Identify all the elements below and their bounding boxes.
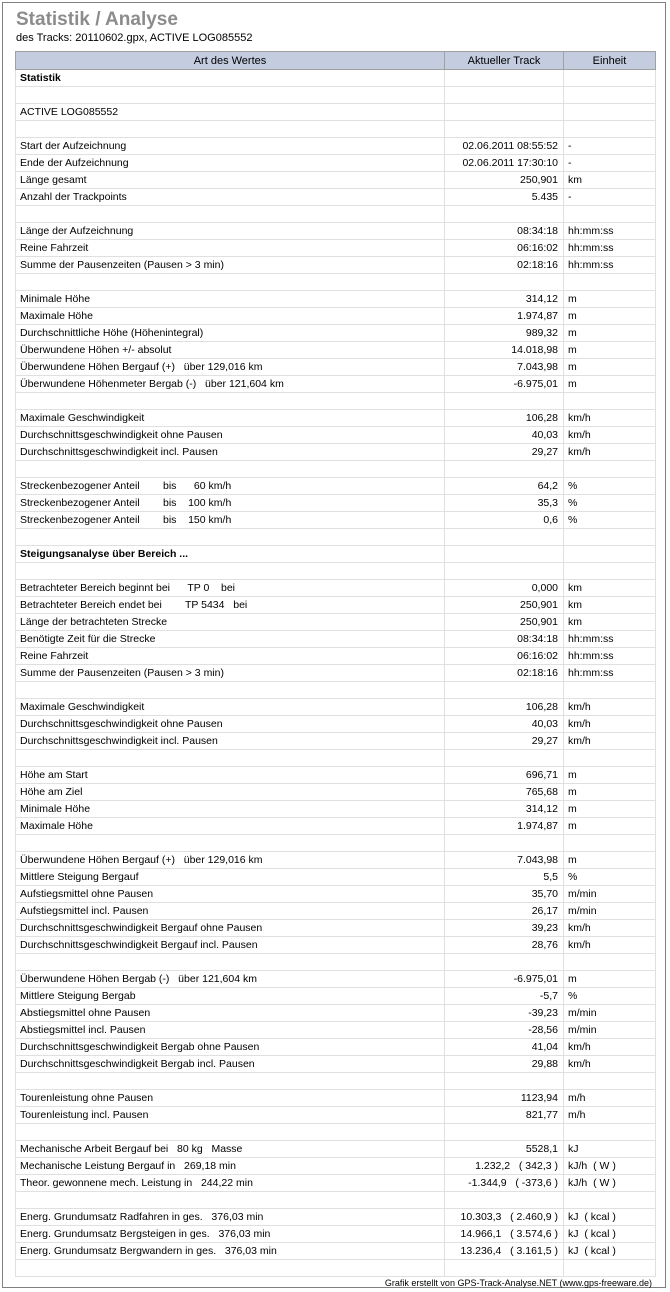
row-unit: m/min xyxy=(564,1005,656,1022)
row-label xyxy=(16,835,445,852)
row-value: 821,77 xyxy=(445,1107,564,1124)
table-row xyxy=(16,631,656,648)
table-row xyxy=(16,580,656,597)
row-value: 696,71 xyxy=(445,767,564,784)
table-row xyxy=(16,1226,656,1243)
table-row xyxy=(16,172,656,189)
table-row xyxy=(16,801,656,818)
row-value xyxy=(445,546,564,563)
table-row xyxy=(16,138,656,155)
table-row xyxy=(16,971,656,988)
table-row xyxy=(16,427,656,444)
row-value: 250,901 xyxy=(445,614,564,631)
row-value xyxy=(445,682,564,699)
row-label xyxy=(16,529,445,546)
row-value: 64,2 xyxy=(445,478,564,495)
table-row xyxy=(16,70,656,87)
row-unit: km/h xyxy=(564,410,656,427)
table-row xyxy=(16,563,656,580)
row-label: Durchschnittsgeschwindigkeit Bergauf incl. Pausen xyxy=(16,937,445,954)
row-label: Benötigte Zeit für die Strecke xyxy=(16,631,445,648)
row-unit xyxy=(564,87,656,104)
row-value: 1.974,87 xyxy=(445,818,564,835)
row-value: 08:34:18 xyxy=(445,631,564,648)
table-row xyxy=(16,1022,656,1039)
row-label: Anzahl der Trackpoints xyxy=(16,189,445,206)
row-value: 02.06.2011 08:55:52 xyxy=(445,138,564,155)
row-label xyxy=(16,1192,445,1209)
row-unit: m/h xyxy=(564,1107,656,1124)
row-unit: m xyxy=(564,376,656,393)
row-label xyxy=(16,461,445,478)
table-row xyxy=(16,291,656,308)
row-label: Aufstiegsmittel ohne Pausen xyxy=(16,886,445,903)
row-unit: m xyxy=(564,971,656,988)
row-unit: km/h xyxy=(564,444,656,461)
table-row xyxy=(16,869,656,886)
row-unit: kJ ( kcal ) xyxy=(564,1243,656,1260)
table-row xyxy=(16,1107,656,1124)
row-unit xyxy=(564,835,656,852)
row-unit xyxy=(564,121,656,138)
row-unit xyxy=(564,1073,656,1090)
row-label: Durchschnittsgeschwindigkeit incl. Pausen xyxy=(16,733,445,750)
row-unit: km xyxy=(564,172,656,189)
row-unit: % xyxy=(564,869,656,886)
row-label: ACTIVE LOG085552 xyxy=(16,104,445,121)
row-unit: kJ/h ( W ) xyxy=(564,1175,656,1192)
row-label: Durchschnittsgeschwindigkeit ohne Pausen xyxy=(16,427,445,444)
row-value: 250,901 xyxy=(445,597,564,614)
row-value: 06:16:02 xyxy=(445,648,564,665)
row-unit xyxy=(564,682,656,699)
row-unit: m xyxy=(564,784,656,801)
row-unit: km/h xyxy=(564,733,656,750)
row-unit xyxy=(564,954,656,971)
row-unit xyxy=(564,563,656,580)
row-label: Aufstiegsmittel incl. Pausen xyxy=(16,903,445,920)
row-unit: % xyxy=(564,478,656,495)
row-label xyxy=(16,1124,445,1141)
table-row xyxy=(16,1056,656,1073)
table-row xyxy=(16,478,656,495)
row-unit: kJ ( kcal ) xyxy=(564,1209,656,1226)
row-label: Summe der Pausenzeiten (Pausen > 3 min) xyxy=(16,257,445,274)
row-unit: m/h xyxy=(564,1090,656,1107)
row-label: Überwundene Höhen Bergauf (+) über 129,016 km xyxy=(16,359,445,376)
row-unit: % xyxy=(564,512,656,529)
table-row xyxy=(16,359,656,376)
table-row xyxy=(16,104,656,121)
row-value xyxy=(445,529,564,546)
row-label: Maximale Geschwindigkeit xyxy=(16,699,445,716)
row-value: 29,27 xyxy=(445,444,564,461)
row-unit xyxy=(564,461,656,478)
row-unit: - xyxy=(564,189,656,206)
table-row xyxy=(16,1209,656,1226)
row-label: Maximale Höhe xyxy=(16,818,445,835)
row-unit: km xyxy=(564,614,656,631)
row-value: 106,28 xyxy=(445,699,564,716)
row-unit: hh:mm:ss xyxy=(564,648,656,665)
row-unit: hh:mm:ss xyxy=(564,631,656,648)
column-header-type: Art des Wertes xyxy=(16,52,445,70)
table-row xyxy=(16,988,656,1005)
row-value: 39,23 xyxy=(445,920,564,937)
row-label: Mechanische Arbeit Bergauf bei 80 kg Masse xyxy=(16,1141,445,1158)
table-row xyxy=(16,461,656,478)
table-header-row xyxy=(16,52,656,70)
row-label: Energ. Grundumsatz Radfahren in ges. 376,03 min xyxy=(16,1209,445,1226)
table-row xyxy=(16,699,656,716)
row-unit: m xyxy=(564,818,656,835)
row-label: Überwundene Höhen Bergab (-) über 121,604 km xyxy=(16,971,445,988)
row-unit: - xyxy=(564,138,656,155)
table-row xyxy=(16,937,656,954)
row-value: 35,3 xyxy=(445,495,564,512)
row-unit: km/h xyxy=(564,699,656,716)
row-label: Überwundene Höhen +/- absolut xyxy=(16,342,445,359)
row-unit xyxy=(564,546,656,563)
table-row xyxy=(16,733,656,750)
row-value xyxy=(445,70,564,87)
row-unit xyxy=(564,529,656,546)
row-unit: hh:mm:ss xyxy=(564,665,656,682)
table-row xyxy=(16,1158,656,1175)
table-row xyxy=(16,954,656,971)
row-unit: kJ/h ( W ) xyxy=(564,1158,656,1175)
row-label: Maximale Höhe xyxy=(16,308,445,325)
table-row xyxy=(16,1175,656,1192)
row-value: 29,88 xyxy=(445,1056,564,1073)
row-value: 314,12 xyxy=(445,801,564,818)
row-label: Minimale Höhe xyxy=(16,291,445,308)
row-label: Ende der Aufzeichnung xyxy=(16,155,445,172)
table-row xyxy=(16,665,656,682)
row-label: Durchschnittliche Höhe (Höhenintegral) xyxy=(16,325,445,342)
row-unit: m xyxy=(564,325,656,342)
row-unit: m/min xyxy=(564,886,656,903)
row-unit: km/h xyxy=(564,716,656,733)
row-unit: % xyxy=(564,988,656,1005)
row-label: Tourenleistung incl. Pausen xyxy=(16,1107,445,1124)
row-label: Tourenleistung ohne Pausen xyxy=(16,1090,445,1107)
row-value: 989,32 xyxy=(445,325,564,342)
row-value: -6.975,01 xyxy=(445,376,564,393)
row-unit: m xyxy=(564,308,656,325)
row-value: -39,23 xyxy=(445,1005,564,1022)
table-row xyxy=(16,155,656,172)
table-row xyxy=(16,648,656,665)
row-value: 06:16:02 xyxy=(445,240,564,257)
row-label: Streckenbezogener Anteil bis 150 km/h xyxy=(16,512,445,529)
row-unit: m xyxy=(564,801,656,818)
row-label: Theor. gewonnene mech. Leistung in 244,22 min xyxy=(16,1175,445,1192)
row-value xyxy=(445,563,564,580)
row-value: 40,03 xyxy=(445,716,564,733)
row-unit: m/min xyxy=(564,1022,656,1039)
row-value: 106,28 xyxy=(445,410,564,427)
row-value xyxy=(445,1073,564,1090)
table-row xyxy=(16,240,656,257)
row-label: Summe der Pausenzeiten (Pausen > 3 min) xyxy=(16,665,445,682)
table-row xyxy=(16,852,656,869)
page-title: Statistik / Analyse xyxy=(16,9,178,30)
table-row xyxy=(16,886,656,903)
table-row xyxy=(16,1243,656,1260)
row-label xyxy=(16,682,445,699)
row-label xyxy=(16,563,445,580)
table-row xyxy=(16,308,656,325)
row-label: Durchschnittsgeschwindigkeit ohne Pausen xyxy=(16,716,445,733)
row-label: Minimale Höhe xyxy=(16,801,445,818)
row-value: 02:18:16 xyxy=(445,257,564,274)
table-row xyxy=(16,257,656,274)
table-row xyxy=(16,274,656,291)
row-value: 08:34:18 xyxy=(445,223,564,240)
row-unit xyxy=(564,393,656,410)
row-unit: km xyxy=(564,597,656,614)
row-value xyxy=(445,954,564,971)
row-unit: kJ xyxy=(564,1141,656,1158)
row-value: 35,70 xyxy=(445,886,564,903)
row-unit: hh:mm:ss xyxy=(564,240,656,257)
row-label: Betrachteter Bereich endet bei TP 5434 bei xyxy=(16,597,445,614)
row-value xyxy=(445,1124,564,1141)
row-label: Energ. Grundumsatz Bergsteigen in ges. 376,03 min xyxy=(16,1226,445,1243)
row-value: 0,000 xyxy=(445,580,564,597)
row-value: 314,12 xyxy=(445,291,564,308)
row-value xyxy=(445,87,564,104)
row-value: 28,76 xyxy=(445,937,564,954)
row-value: 1.232,2 ( 342,3 ) xyxy=(445,1158,564,1175)
row-unit: hh:mm:ss xyxy=(564,223,656,240)
row-label xyxy=(16,206,445,223)
table-row xyxy=(16,206,656,223)
row-value: 7.043,98 xyxy=(445,852,564,869)
row-label: Streckenbezogener Anteil bis 100 km/h xyxy=(16,495,445,512)
row-unit: m xyxy=(564,291,656,308)
table-row xyxy=(16,1073,656,1090)
row-label: Durchschnittsgeschwindigkeit incl. Pausen xyxy=(16,444,445,461)
row-unit: - xyxy=(564,155,656,172)
row-value: -5,7 xyxy=(445,988,564,1005)
row-value: 02:18:16 xyxy=(445,665,564,682)
row-value xyxy=(445,104,564,121)
table-row xyxy=(16,376,656,393)
row-unit: km/h xyxy=(564,427,656,444)
row-unit xyxy=(564,70,656,87)
row-label xyxy=(16,87,445,104)
table-row xyxy=(16,1005,656,1022)
table-row xyxy=(16,818,656,835)
row-value: 26,17 xyxy=(445,903,564,920)
statistics-table xyxy=(15,51,656,1277)
table-row xyxy=(16,1260,656,1277)
table-row xyxy=(16,325,656,342)
row-unit xyxy=(564,750,656,767)
row-label: Statistik xyxy=(16,70,445,87)
row-value xyxy=(445,121,564,138)
page-subtitle: des Tracks: 20110602.gpx, ACTIVE LOG085552 xyxy=(16,32,253,44)
row-label: Abstiegsmittel incl. Pausen xyxy=(16,1022,445,1039)
row-value: -6.975,01 xyxy=(445,971,564,988)
row-unit: m xyxy=(564,342,656,359)
row-unit xyxy=(564,1192,656,1209)
row-value xyxy=(445,274,564,291)
row-value: -1.344,9 ( -373,6 ) xyxy=(445,1175,564,1192)
row-unit xyxy=(564,104,656,121)
row-unit xyxy=(564,1124,656,1141)
row-unit: m xyxy=(564,767,656,784)
column-header-unit: Einheit xyxy=(564,52,656,70)
row-unit: km/h xyxy=(564,937,656,954)
row-value: 10.303,3 ( 2.460,9 ) xyxy=(445,1209,564,1226)
row-value: 7.043,98 xyxy=(445,359,564,376)
table-row xyxy=(16,750,656,767)
table-row xyxy=(16,767,656,784)
row-label xyxy=(16,1260,445,1277)
table-row xyxy=(16,87,656,104)
row-unit: kJ ( kcal ) xyxy=(564,1226,656,1243)
row-value: 5528,1 xyxy=(445,1141,564,1158)
table-row xyxy=(16,614,656,631)
row-unit: km/h xyxy=(564,1056,656,1073)
table-row xyxy=(16,223,656,240)
row-value: 29,27 xyxy=(445,733,564,750)
footer-credit: Grafik erstellt von GPS-Track-Analyse.NET (www.gps-freeware.de) xyxy=(384,1278,652,1288)
table-row xyxy=(16,716,656,733)
table-row xyxy=(16,1124,656,1141)
column-header-current-track: Aktueller Track xyxy=(445,52,564,70)
table-row xyxy=(16,835,656,852)
row-value xyxy=(445,1260,564,1277)
table-row xyxy=(16,920,656,937)
table-row xyxy=(16,682,656,699)
table-row xyxy=(16,1090,656,1107)
row-label: Start der Aufzeichnung xyxy=(16,138,445,155)
row-value: 1123,94 xyxy=(445,1090,564,1107)
table-row xyxy=(16,444,656,461)
row-label: Energ. Grundumsatz Bergwandern in ges. 376,03 min xyxy=(16,1243,445,1260)
row-label xyxy=(16,393,445,410)
row-label: Abstiegsmittel ohne Pausen xyxy=(16,1005,445,1022)
table-row xyxy=(16,393,656,410)
row-value xyxy=(445,206,564,223)
row-value: 250,901 xyxy=(445,172,564,189)
row-label: Höhe am Start xyxy=(16,767,445,784)
row-value: 40,03 xyxy=(445,427,564,444)
row-value: 14.966,1 ( 3.574,6 ) xyxy=(445,1226,564,1243)
table-row xyxy=(16,1141,656,1158)
row-value xyxy=(445,393,564,410)
table-row xyxy=(16,784,656,801)
row-value xyxy=(445,1192,564,1209)
row-label: Mechanische Leistung Bergauf in 269,18 min xyxy=(16,1158,445,1175)
row-unit: m/min xyxy=(564,903,656,920)
row-label: Überwundene Höhen Bergauf (+) über 129,016 km xyxy=(16,852,445,869)
row-label: Durchschnittsgeschwindigkeit Bergab ohne Pausen xyxy=(16,1039,445,1056)
row-unit: km xyxy=(564,580,656,597)
row-label: Betrachteter Bereich beginnt bei TP 0 bei xyxy=(16,580,445,597)
table-row xyxy=(16,189,656,206)
row-label: Steigungsanalyse über Bereich ... xyxy=(16,546,445,563)
row-label: Länge der Aufzeichnung xyxy=(16,223,445,240)
row-value: 13.236,4 ( 3.161,5 ) xyxy=(445,1243,564,1260)
row-label: Überwundene Höhenmeter Bergab (-) über 121,604 km xyxy=(16,376,445,393)
table-row xyxy=(16,495,656,512)
row-value xyxy=(445,835,564,852)
table-row xyxy=(16,512,656,529)
row-value: 1.974,87 xyxy=(445,308,564,325)
table-row xyxy=(16,1192,656,1209)
row-unit xyxy=(564,274,656,291)
row-label: Maximale Geschwindigkeit xyxy=(16,410,445,427)
table-row xyxy=(16,342,656,359)
table-row xyxy=(16,121,656,138)
row-value: 14.018,98 xyxy=(445,342,564,359)
row-value xyxy=(445,461,564,478)
row-value: 41,04 xyxy=(445,1039,564,1056)
table-row xyxy=(16,546,656,563)
row-unit: hh:mm:ss xyxy=(564,257,656,274)
row-unit: km/h xyxy=(564,920,656,937)
row-value: 5,5 xyxy=(445,869,564,886)
row-label xyxy=(16,274,445,291)
row-label: Durchschnittsgeschwindigkeit Bergauf ohne Pausen xyxy=(16,920,445,937)
row-label xyxy=(16,750,445,767)
row-label: Mittlere Steigung Bergauf xyxy=(16,869,445,886)
row-unit: m xyxy=(564,852,656,869)
row-unit: km/h xyxy=(564,1039,656,1056)
table-row xyxy=(16,1039,656,1056)
table-body xyxy=(16,70,656,1277)
row-value: -28,56 xyxy=(445,1022,564,1039)
row-value: 5.435 xyxy=(445,189,564,206)
row-value xyxy=(445,750,564,767)
row-label: Höhe am Ziel xyxy=(16,784,445,801)
row-label: Länge gesamt xyxy=(16,172,445,189)
row-unit: % xyxy=(564,495,656,512)
row-unit xyxy=(564,1260,656,1277)
row-label: Reine Fahrzeit xyxy=(16,648,445,665)
row-label: Reine Fahrzeit xyxy=(16,240,445,257)
table-row xyxy=(16,597,656,614)
row-unit: m xyxy=(564,359,656,376)
row-value: 765,68 xyxy=(445,784,564,801)
row-value: 02.06.2011 17:30:10 xyxy=(445,155,564,172)
row-value: 0,6 xyxy=(445,512,564,529)
table-row xyxy=(16,410,656,427)
row-label: Länge der betrachteten Strecke xyxy=(16,614,445,631)
row-label: Durchschnittsgeschwindigkeit Bergab incl. Pausen xyxy=(16,1056,445,1073)
row-unit xyxy=(564,206,656,223)
row-label: Mittlere Steigung Bergab xyxy=(16,988,445,1005)
row-label xyxy=(16,121,445,138)
row-label xyxy=(16,1073,445,1090)
table-row xyxy=(16,529,656,546)
row-label xyxy=(16,954,445,971)
row-label: Streckenbezogener Anteil bis 60 km/h xyxy=(16,478,445,495)
table-row xyxy=(16,903,656,920)
